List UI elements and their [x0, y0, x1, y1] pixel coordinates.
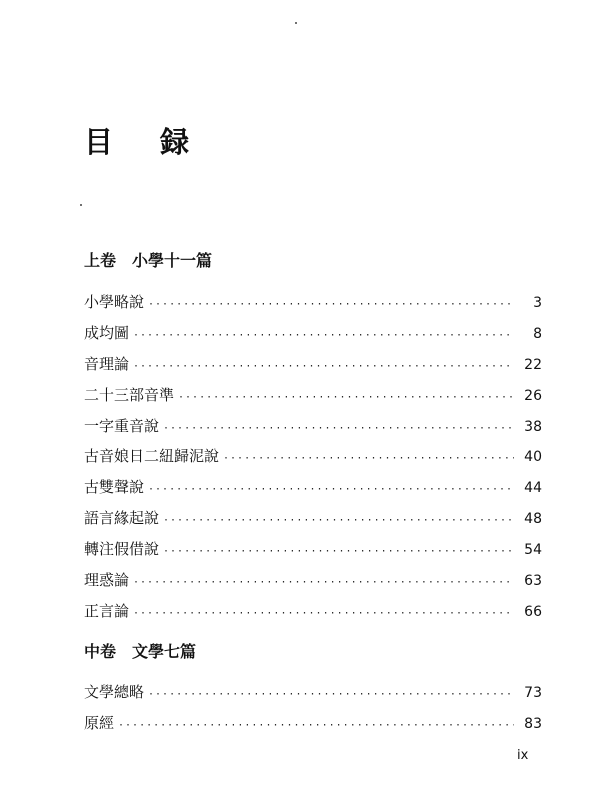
section-title: 文學七篇 [132, 642, 197, 661]
toc-entry[interactable] [84, 415, 542, 446]
dot-leader [178, 392, 514, 403]
toc-entry[interactable] [84, 384, 542, 415]
page-folio: ix [517, 748, 529, 763]
entry-title: 語言緣起說 [84, 509, 160, 528]
entry-page-number: 38 [524, 418, 542, 435]
section-heading-upper [84, 248, 212, 271]
dot-leader [148, 299, 514, 310]
entry-title: 古雙聲說 [84, 478, 145, 497]
scan-speck [295, 22, 297, 24]
entry-title: 小學略說 [84, 293, 145, 311]
section-heading-middle [84, 639, 196, 662]
title-char-2: 録 [160, 125, 190, 159]
dot-leader [223, 453, 514, 464]
entry-page-number: 66 [524, 603, 542, 620]
dot-leader [148, 484, 514, 495]
entry-title: 轉注假借說 [84, 540, 160, 559]
entry-page-number: 22 [524, 356, 542, 373]
entry-title: 古音娘日二紐歸泥說 [84, 447, 220, 466]
entry-page-number: 73 [524, 685, 542, 701]
toc-entry[interactable] [84, 445, 542, 476]
entry-page-number: 40 [524, 449, 542, 466]
section-title: 小學十一篇 [132, 251, 213, 270]
entry-title: 音理論 [84, 354, 130, 373]
dot-leader [163, 546, 514, 557]
dot-leader [163, 515, 514, 526]
toc-entry[interactable] [84, 291, 542, 322]
dot-leader [118, 720, 514, 731]
toc-entry[interactable] [84, 600, 542, 631]
entry-page-number: 54 [524, 542, 542, 559]
toc-entry[interactable] [84, 569, 542, 600]
entry-page-number: 48 [524, 511, 542, 528]
entry-title: 文學總略 [84, 683, 145, 701]
toc-entry[interactable] [84, 507, 542, 538]
entry-title: 二十三部音準 [84, 385, 175, 404]
entry-title: 一字重音說 [84, 416, 160, 435]
dot-leader [133, 330, 514, 341]
entry-title: 成均圖 [84, 323, 130, 342]
toc-entry[interactable] [84, 476, 542, 507]
section-volume: 中卷 [84, 642, 117, 661]
scan-speck [80, 204, 82, 206]
toc-list-middle [84, 681, 542, 743]
toc-entry[interactable] [84, 322, 542, 353]
dot-leader [133, 361, 514, 372]
dot-leader [163, 423, 514, 434]
entry-title: 正言論 [84, 601, 130, 620]
entry-page-number: 83 [524, 715, 542, 732]
toc-entry[interactable] [84, 353, 542, 384]
entry-title: 原經 [84, 713, 115, 732]
dot-leader [148, 689, 514, 700]
entry-page-number: 44 [524, 480, 542, 497]
toc-entry[interactable] [84, 712, 542, 743]
dot-leader [133, 577, 514, 588]
page-title [84, 120, 204, 160]
entry-page-number: 3 [533, 295, 542, 311]
title-char-1: 目 [84, 125, 114, 159]
entry-page-number: 26 [524, 387, 542, 404]
entry-title: 理惑論 [84, 571, 130, 590]
dot-leader [133, 608, 514, 619]
toc-list-upper [84, 291, 542, 631]
entry-page-number: 8 [533, 325, 542, 342]
section-volume: 上卷 [84, 251, 117, 270]
toc-entry[interactable] [84, 538, 542, 569]
toc-entry[interactable] [84, 681, 542, 712]
entry-page-number: 63 [524, 573, 542, 590]
